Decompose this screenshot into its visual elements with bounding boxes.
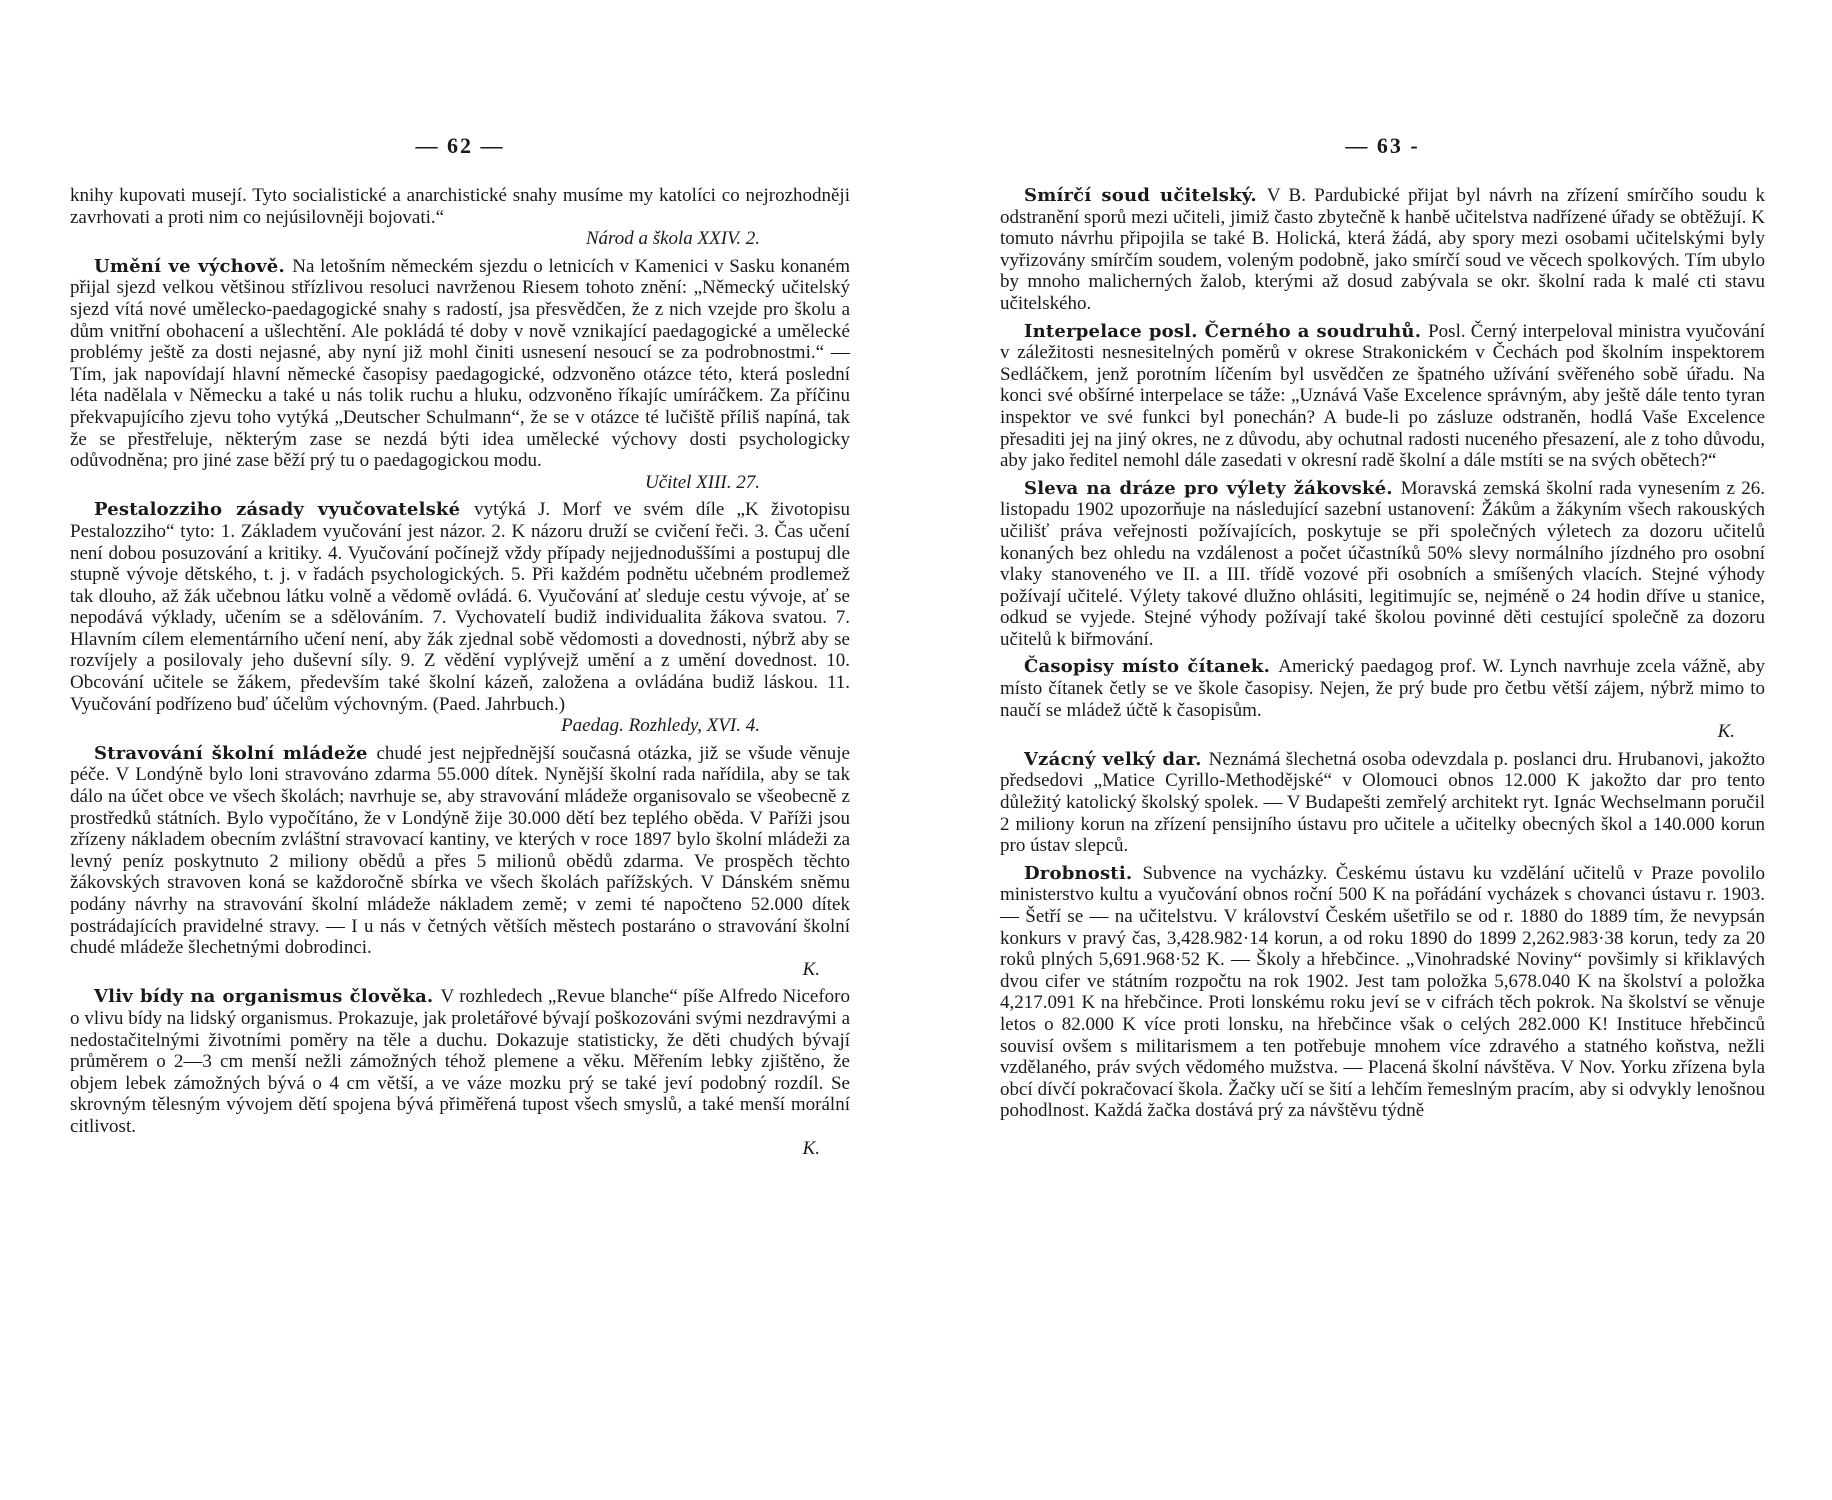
- article-text: V rozhledech „Revue blanche“ píše Alfredo Niceforo o vlivu bídy na lidský organismus. Prokazuje, jak proletářové bývají poškozováni svými nezdravými a nedostačitelnými životními poměry na těle a duchu. Dokazuje statisticky, že děti chudých bývají průměrem o 2—3 cm menší nežli zámožných téhož plemene a věku. Měřením lebky zjištěno, že objem lebek zámožných bývá o 4 cm větší, a ve váze mozku prý se také jeví podobný rozdíl. Se skrovným tělesným vývojem dětí spojena bývá přiměřená tupost všech smyslů, a také menší morální citlivost.: [70, 986, 850, 1137]
- article-heading: Interpelace posl. Černého a soudruhů.: [1024, 320, 1429, 342]
- article: [1000, 863, 1765, 1122]
- article-source: K.: [802, 1137, 820, 1159]
- article-heading: Drobnosti.: [1024, 862, 1143, 884]
- article: [70, 185, 850, 250]
- article: [70, 256, 850, 494]
- left-page: [70, 0, 850, 1500]
- article-text: chudé jest nejpřednější současná otázka, již se všude věnuje péče. V Londýně bylo loni stravováno zdarma 55.000 dítek. Nynější školní rada nařídila, aby se tak dálo na účet obce ve všech školách; navrhuje se, aby stravování mládeže organisovalo se všeobecně z prostředků státních. Bylo vypočítáno, že v Londýně žije 30.000 dětí bez teplého oběda. V Paříži jsou zřízeny nákladem obecním zvláštní stravovací kantiny, ve kterých v roce 1897 bylo školní mládeži za levný peníz poskytnuto 2 miliony obědů a přes 5 milionů obědů zdarma. Ve prospěch těchto žákovských stravoven koná se každoročně sbírka ve všech školách pařížských. V Dánském sněmu podány návrhy na stravování školní mládeže nákladem země; v zemi té napočteno 52.000 dítek postrádajících pravidelné stravy. — I u nás v četných větších městech postaráno o stravování školní chudé mládeže šlechetnými dobrodinci.: [70, 742, 850, 959]
- article-text: vytýká J. Morf ve svém díle „K životopisu Pestalozziho“ tyto: 1. Základem vyučování jest názor. 2. K názoru druží se cvičení řeči. 3. Čas učení není dobou posuzování a kritiky. 4. Vyučování počínejž vždy případy nejjednoduššími a postupuj dle stupně vývoje dětského, t. j. v řadách psychologických. 5. Při každém podnětu učebném prodlemež tak dlouho, až žák učebnou látku volně a vědomě ovládá. 6. Vyučování ať sleduje cestu vývoje, ať se nepodává výklady, učením se a sdělováním. 7. Vychovatelí budiž individualita žákova svatou. 7. Hlavním cílem elementárního učení není, aby žák zjednal sobě vědomosti a dovednosti, nýbrž aby se rozvíjely a posilovaly jeho duševní síly. 9. Z vědění vyplývejž umění a z umění dovednost. 10. Obcování učitele se žákem, především také školní kázeň, založena a ovládána budiž láskou. 11. Vyučování podřízeno buď účelům výchovným. (Paed. Jahrbuch.): [70, 499, 850, 715]
- article: [1000, 478, 1765, 651]
- article-text: Americký paedagog prof. W. Lynch navrhuje zcela vážně, aby místo čítanek četly se ve škole časopisy. Nejen, že prý bude pro četbu větší zájem, nýbrž mimo to naučí se mládež účtě k časopisům.: [1000, 656, 1765, 721]
- article: [70, 499, 850, 737]
- article: [1000, 321, 1765, 472]
- article-source: Národ a škola XXIV. 2.: [585, 228, 760, 250]
- article-source: Paedag. Rozhledy, XVI. 4.: [561, 715, 760, 737]
- article-text: Subvence na vycházky. Českému ústavu ku vzdělání učitelů v Praze povolilo ministerstvo kultu a vyučování obnos roční 500 K na pořádání vycházek s chovanci ústavu r. 1903. — Šetří se — na učitelstvu. V království Českém ušetřilo se od r. 1880 do 1889 tím, že nevypsán konkurs v pravý čas, 3,428.982·14 korun, a od roku 1890 do 1899 2,262.983·38 korun, tedy za 20 roků plných 5,691.968·52 K. — Školy a hřebčince. „Vinohradské Noviny“ povšimly si křiklavých dvou cifer ve státním rozpočtu na rok 1902. Jest tam položka 5,678.040 K na školství a položka 4,217.091 K na hřebčince. Proti lonskému roku jeví se v cifrách těch pokrok. Na školství se věnuje letos o 82.000 K více proti lonsku, na hřebčince však o celých 282.000 K! Instituce hřebčinců souvisí ovšem s militarismem a ten potřebuje mnohem více zdravého a statného koňstva, nežli vzdělaného, práv svých vědomého mužstva. — Placená školní návštěva. V Nov. Yorku zřízena byla obcí dívčí pokračovací škola. Žačky učí se šití a lehčím řemeslným pracím, aby si odvykly lenošnou pohodlnost. Každá žačka dostává prý za návštěvu týdně: [1000, 862, 1765, 1122]
- article-text: Neznámá šlechetná osoba odevzdala p. poslanci dru. Hrubanovi, jakožto předsedovi „Matice Cyrillo-Methodějské“ v Olomouci obnos 12.000 K jakožto dar pro tento důležitý katolický školský spolek. — V Budapešti zemřelý architekt ryt. Ignác Wechselmann poručil 2 miliony korun na zřízení pensijního ústavu pro učitele a učitelky obecných škol a 140.000 korun pro ústav slepců.: [1000, 748, 1765, 857]
- article-heading: Vliv bídy na organismus člověka.: [94, 986, 441, 1008]
- article-heading: Sleva na dráze pro výlety žákovské.: [1024, 477, 1401, 499]
- article-text: Moravská zemská školní rada vynesením z 26. listopadu 1902 upozorňuje na následující sazební ustanovení: Žákům a žákyním všech rakouských učilišť práva veřejnosti požívajících, poskytuje se při společných výletech za dozoru učitelů konaných bez ohledu na vzdálenost a počet účastníků 50% slevy normálního jízdného pro osobní vlaky stanoveného ve II. a III. třídě vozové při osobních a smíšených vlacích. Stejné výhody požívají učitelé. Výlety takové dlužno ohlásiti, legitimujíc se, nejméně o 24 hodin dříve u stanice, odkud se vyjede. Stejné výhody požívají také školou povinné děti cestující společně za dozoru učitelů k biřmování.: [1000, 477, 1765, 650]
- page-body: [70, 185, 850, 1165]
- article-heading: Časopisy místo čítanek.: [1024, 656, 1279, 678]
- article-source: K.: [1717, 721, 1735, 743]
- article-source: Učitel XIII. 27.: [644, 471, 760, 493]
- page-number: — 62 —: [415, 133, 505, 158]
- article-heading: Stravování školní mládeže: [94, 742, 377, 764]
- article: [70, 986, 850, 1159]
- article-heading: Pestalozziho zásady vyučovatelské: [94, 499, 475, 521]
- article-heading: Umění ve výchově.: [94, 255, 293, 277]
- page-body: [1000, 185, 1765, 1128]
- article: [1000, 656, 1765, 742]
- article-source: K.: [802, 958, 820, 980]
- article-heading: Vzácný velký dar.: [1024, 748, 1209, 770]
- right-page: [1000, 0, 1765, 1500]
- article-text: V B. Pardubické přijat byl návrh na zřízení smírčího soudu k odstranění sporů mezi učiteli, jimiž často zbytečně k hanbě učitelstva nadřízené úřady se obtěžují. K tomuto návrhu připojila se také B. Holická, která žádá, aby spory mezi osobami učitelskými byly vyřizovány smírčím soudem, voleným podobně, jako smírčí soud ve věcech spolkových. Tím ubylo by mnoho malicherných žalob, kterými až dosud zabývala se okr. školní rada k malé cti stavu učitelského.: [1000, 185, 1765, 314]
- article-text: Posl. Černý interpeloval ministra vyučování v záležitosti nesnesitelných poměrů v okrese Strakonickém v Čechách pod školním inspektorem Sedláčkem, jenž porotním líčením byl usvědčen ze špatného užívání svěřeného sobě úřadu. Na konci své obšírné interpelace se táže: „Uznává Vaše Excelence správným, aby ještě dále tento tyran inspektor ve své funkci byl ponechán? A bude-li po zásluze odstraněn, hodlá Vaše Excelence přesaditi jej na jiný okres, ne z důvodu, aby ochutnal radosti nuceného přesazení, ale z toho důvodu, aby jako ředitel nemohl dále zasedati v okresní radě školní a dále mstíti se na svých obětech?“: [1000, 320, 1765, 472]
- article: [1000, 185, 1765, 315]
- article-text: knihy kupovati musejí. Tyto socialistické a anarchistické snahy musíme my katolíci co nejrozhodněji zavrhovati a proti nim co nejúsilovněji bojovati.“: [70, 185, 850, 228]
- article: [70, 743, 850, 981]
- page-number: — 63 -: [1345, 133, 1420, 158]
- article-heading: Smírčí soud učitelský.: [1024, 185, 1267, 206]
- article-text: Na letošním německém sjezdu o letnicích v Kamenici v Sasku konaném přijal sjezd velkou většinou střízlivou resoluci navrženou Riesem tohoto znění: „Německý učitelský sjezd vítá nové umělecko-paedagogické snahy s radostí, jsa přesvědčen, že z nich vzejde pro školu a dům vnitřní obohacení a ušlechtění. Ale pokládá té doby v nově vznikající paedagogické a umělecké problémy ještě za dosti nejasné, aby nyní již mohl činiti usnesení nesoucí se za podrobnostmi.“ — Tím, jak napovídají hlavní německé časopisy paedagogické, odzvoněno otázce této, která poslední léta nadělala v Německu a také u nás tolik ruchu a hluku, odzvoněno říkajíc umíráčkem. Za příčinu překvapujícího zjevu toho vytýká „Deutscher Schulmann“, že se v otázce té lučiště příliš napíná, tak že se přestřeluje, některým zase se nezdá býti idea umělecké výchovy dosti psychologicky odůvodněna; pro jiné zase běží prý tu o paedagogickou modu.: [70, 255, 850, 472]
- article: [1000, 749, 1765, 857]
